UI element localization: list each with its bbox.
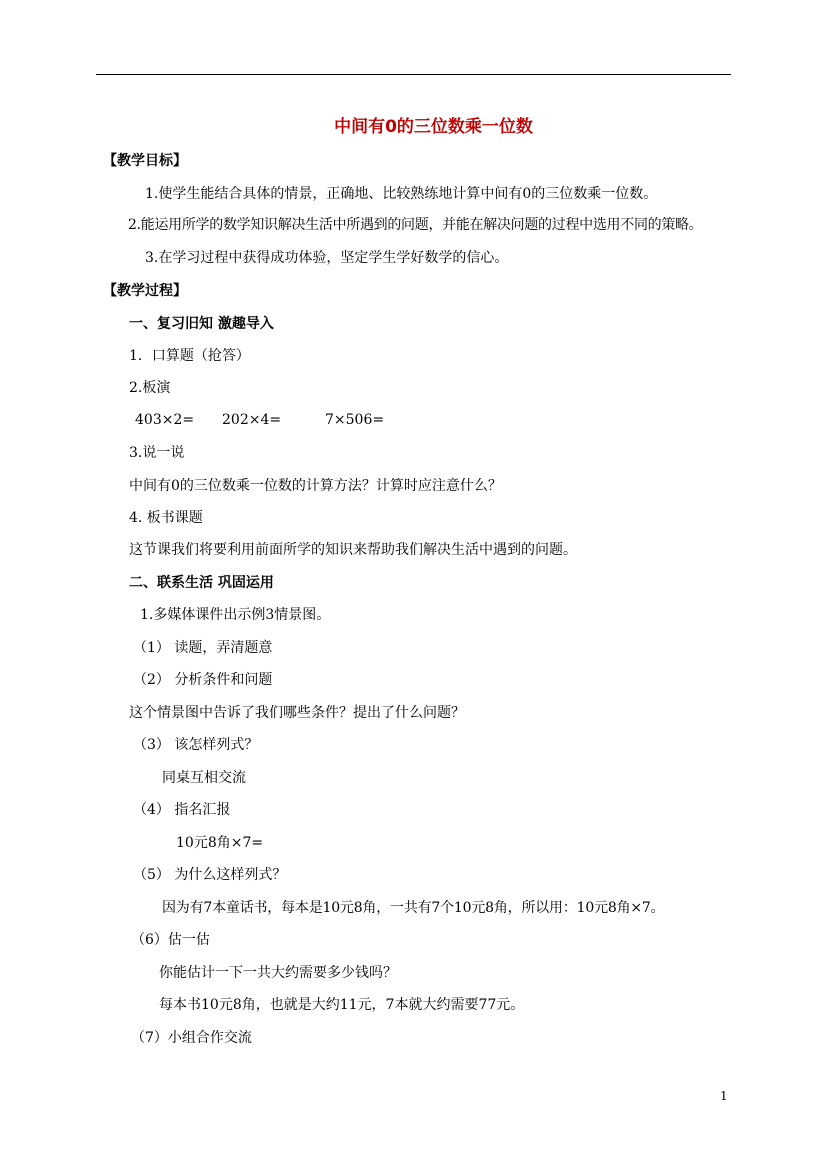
goal-3: 3.在学习过程中获得成功体验，坚定学生学好数学的信心。 [145, 250, 509, 266]
calc-2: 202×4= [222, 412, 282, 428]
calc-1: 403×2= [135, 412, 195, 428]
section1-item4: 4. 板书课题 [129, 510, 203, 526]
section1-heading: 一、复习旧知 激趣导入 [129, 316, 274, 332]
step-4: （4） 指名汇报 [133, 802, 231, 818]
step-3: （3） 该怎样列式？ [133, 737, 259, 753]
step-4-answer: 10元8角×7= [176, 835, 264, 851]
step-5-answer: 因为有7本童话书，每本是10元8角，一共有7个10元8角，所以用：10元8角×7。 [162, 900, 665, 916]
step-1: （1） 读题，弄清题意 [133, 640, 273, 656]
section1-item1: 1．口算题（抢答） [129, 348, 250, 364]
section1-item2: 2.板演 [129, 380, 171, 396]
step-7: （7）小组合作交流 [131, 1030, 252, 1046]
step-5: （5） 为什么这样列式？ [133, 867, 287, 883]
section1-question: 中间有0的三位数乘一位数的计算方法？计算时应注意什么？ [129, 478, 502, 494]
step-2: （2） 分析条件和问题 [133, 672, 273, 688]
calc-3: 7×506= [325, 412, 385, 428]
page-number: 1 [720, 1089, 728, 1103]
goals-heading: 【教学目标】 [103, 153, 187, 169]
step-6-question: 你能估计一下一共大约需要多少钱吗？ [159, 965, 397, 981]
header-rule [96, 74, 731, 75]
step-6: （6）估一估 [131, 932, 210, 948]
goal-1: 1.使学生能结合具体的情景，正确地、比较熟练地计算中间有0的三位数乘一位数。 [145, 186, 658, 202]
goal-2: 2.能运用所学的数学知识解决生活中所遇到的问题，并能在解决问题的过程中选用不同的策略。 [128, 217, 703, 233]
step-6-answer: 每本书10元8角，也就是大约11元，7本就大约需要77元。 [159, 997, 525, 1013]
step-3-answer: 同桌互相交流 [162, 770, 246, 786]
section1-item3: 3.说一说 [129, 445, 185, 461]
process-heading: 【教学过程】 [103, 283, 187, 299]
document-title: 中间有0的三位数乘一位数 [334, 117, 533, 137]
step-2-question: 这个情景图中告诉了我们哪些条件？提出了什么问题？ [129, 705, 465, 721]
section2-heading: 二、联系生活 巩固运用 [129, 575, 274, 591]
section2-item1: 1.多媒体课件出示例3情景图。 [140, 607, 331, 623]
section1-intro: 这节课我们将要利用前面所学的知识来帮助我们解决生活中遇到的问题。 [129, 542, 577, 558]
